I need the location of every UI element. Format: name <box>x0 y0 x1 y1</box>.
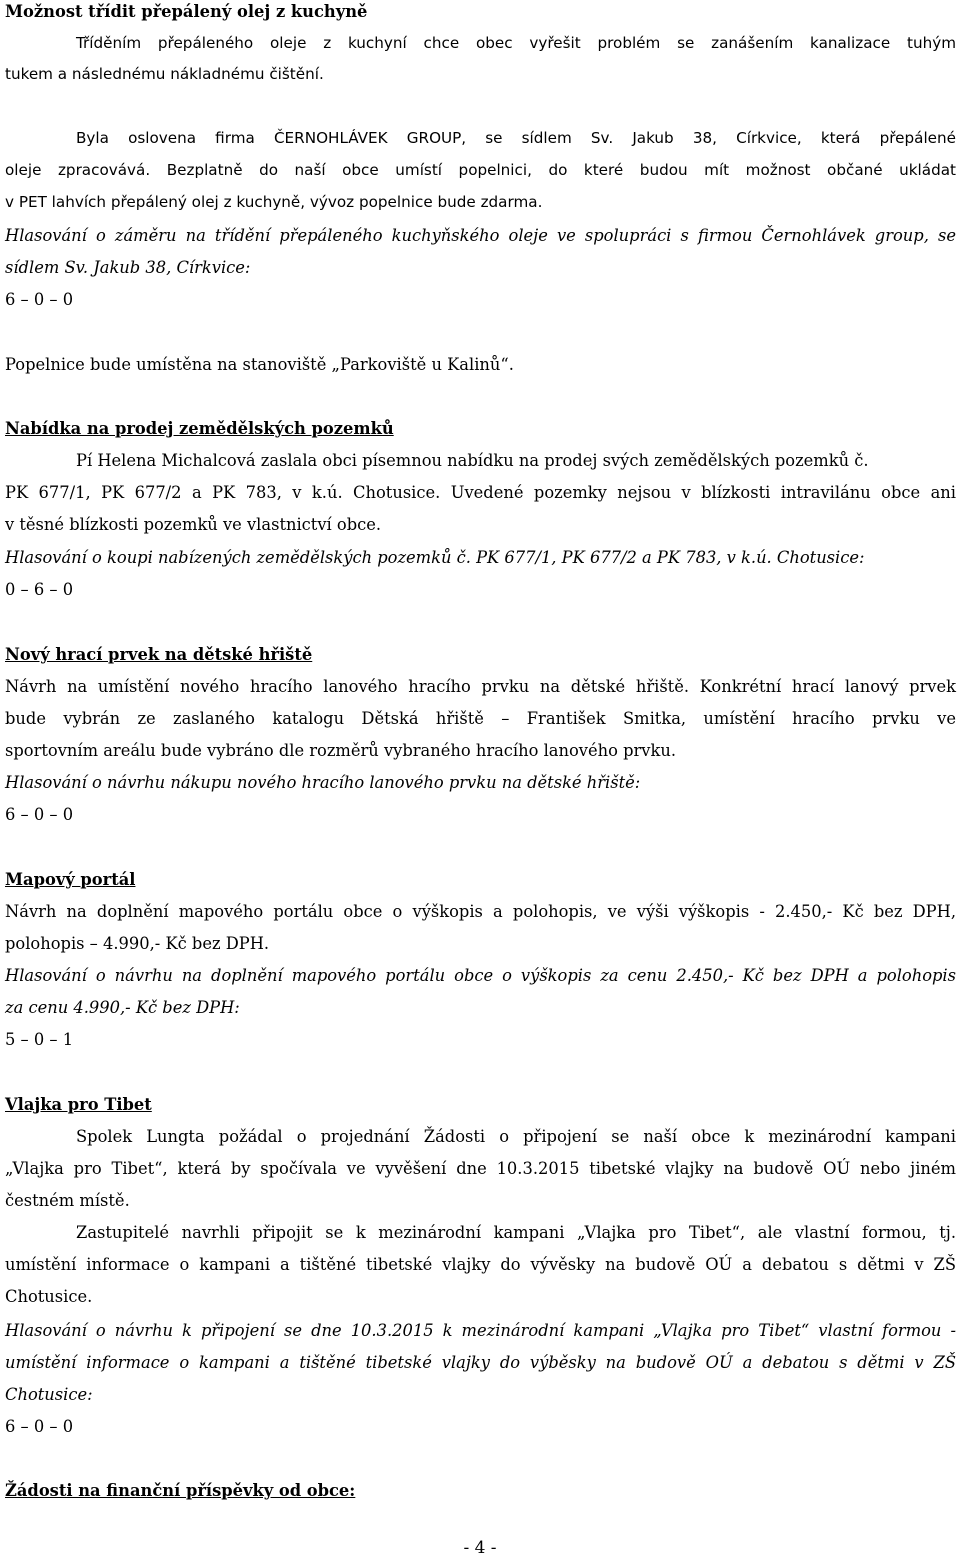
vote-text: Hlasování o návrhu na doplnění mapového portálu obce o výškopis za cenu 2.450,- Kč bez DPH a polohopis <box>5 966 956 985</box>
section-title-map-portal: Mapový portál <box>5 870 136 889</box>
vote-text: Hlasování o návrhu k připojení se dne 10.3.2015 k mezinárodní kampani „Vlajka pro Tibet“ vlastní formou - <box>5 1321 956 1340</box>
paragraph-line: Spolek Lungta požádal o projednání Žádosti o připojení se naší obce k mezinárodní kampani <box>76 1127 956 1146</box>
paragraph-line: Pí Helena Michalcová zaslala obci písemnou nabídku na prodej svých zemědělských pozemků č. <box>76 451 869 470</box>
section-title-oil: Možnost třídit přepálený olej z kuchyně <box>5 2 368 21</box>
paragraph-line: umístění informace o kampani a tištěné tibetské vlajky do vývěsky na budově OÚ a debatou s dětmi v ZŠ <box>5 1255 956 1274</box>
vote-text: Hlasování o návrhu nákupu nového hracího lanového prvku na dětské hřiště: <box>5 773 641 792</box>
vote-text: Hlasování o záměru na třídění přepáleného kuchyňského oleje ve spolupráci s firmou Černohlávek group, se <box>5 226 956 245</box>
vote-text: sídlem Sv. Jakub 38, Církvice: <box>5 258 251 277</box>
paragraph-line: sportovním areálu bude vybráno dle rozměrů vybraného hracího lanového prvku. <box>5 741 677 760</box>
paragraph-line: bude vybrán ze zaslaného katalogu Dětská hřiště – František Smitka, umístění hracího prvku ve <box>5 709 956 728</box>
vote-text: Chotusice: <box>5 1385 93 1404</box>
vote-result: 6 – 0 – 0 <box>5 805 74 824</box>
paragraph-line: „Vlajka pro Tibet“, která by spočívala ve vyvěšení dne 10.3.2015 tibetské vlajky na budově OÚ nebo jiném <box>5 1159 956 1178</box>
paragraph-line: v těsné blízkosti pozemků ve vlastnictví obce. <box>5 515 382 534</box>
paragraph-line: Návrh na doplnění mapového portálu obce o výškopis a polohopis, ve výši výškopis - 2.450,- Kč bez DPH, <box>5 902 956 921</box>
vote-result: 6 – 0 – 0 <box>5 290 74 309</box>
section-title-tibet-flag: Vlajka pro Tibet <box>5 1095 152 1114</box>
vote-text: Hlasování o koupi nabízených zemědělských pozemků č. PK 677/1, PK 677/2 a PK 783, v k.ú. Chotusice: <box>5 548 865 567</box>
section-title-financial-requests: Žádosti na finanční příspěvky od obce: <box>5 1481 356 1500</box>
vote-result: 0 – 6 – 0 <box>5 580 74 599</box>
section-title-land-offer: Nabídka na prodej zemědělských pozemků <box>5 419 394 438</box>
note-text: Popelnice bude umístěna na stanoviště „Parkoviště u Kalinů“. <box>5 355 514 374</box>
paragraph-line: Chotusice. <box>5 1287 93 1306</box>
paragraph-line: Tříděním přepáleného oleje z kuchyní chce obec vyřešit problém se zanášením kanalizace tuhým <box>76 34 956 52</box>
paragraph-line: oleje zpracovává. Bezplatně do naší obce umístí popelnici, do které budou mít možnost občané ukládat <box>5 161 956 179</box>
paragraph-line: Byla oslovena firma ČERNOHLÁVEK GROUP, se sídlem Sv. Jakub 38, Církvice, která přepálené <box>76 129 956 147</box>
paragraph-line: Návrh na umístění nového hracího lanového hracího prvku na dětské hřiště. Konkrétní hrací lanový prvek <box>5 677 956 696</box>
paragraph-line: PK 677/1, PK 677/2 a PK 783, v k.ú. Chotusice. Uvedené pozemky nejsou v blízkosti intravilánu obce ani <box>5 483 956 502</box>
vote-text: za cenu 4.990,- Kč bez DPH: <box>5 998 240 1017</box>
paragraph-line: tukem a následnému nákladnému čištění. <box>5 65 324 83</box>
paragraph-line: polohopis – 4.990,- Kč bez DPH. <box>5 934 270 953</box>
vote-text: umístění informace o kampani a tištěné tibetské vlajky do výběsky na budově OÚ a debatou s dětmi v ZŠ <box>5 1353 956 1372</box>
section-title-playground: Nový hrací prvek na dětské hřiště <box>5 645 313 664</box>
vote-result: 6 – 0 – 0 <box>5 1417 74 1436</box>
paragraph-line: Zastupitelé navrhli připojit se k mezinárodní kampani „Vlajka pro Tibet“, ale vlastní formou, tj. <box>76 1223 956 1242</box>
page-number: - 4 - <box>463 1538 497 1558</box>
paragraph-line: v PET lahvích přepálený olej z kuchyně, vývoz popelnice bude zdarma. <box>5 193 543 211</box>
paragraph-line: čestném místě. <box>5 1191 130 1210</box>
vote-result: 5 – 0 – 1 <box>5 1030 74 1049</box>
